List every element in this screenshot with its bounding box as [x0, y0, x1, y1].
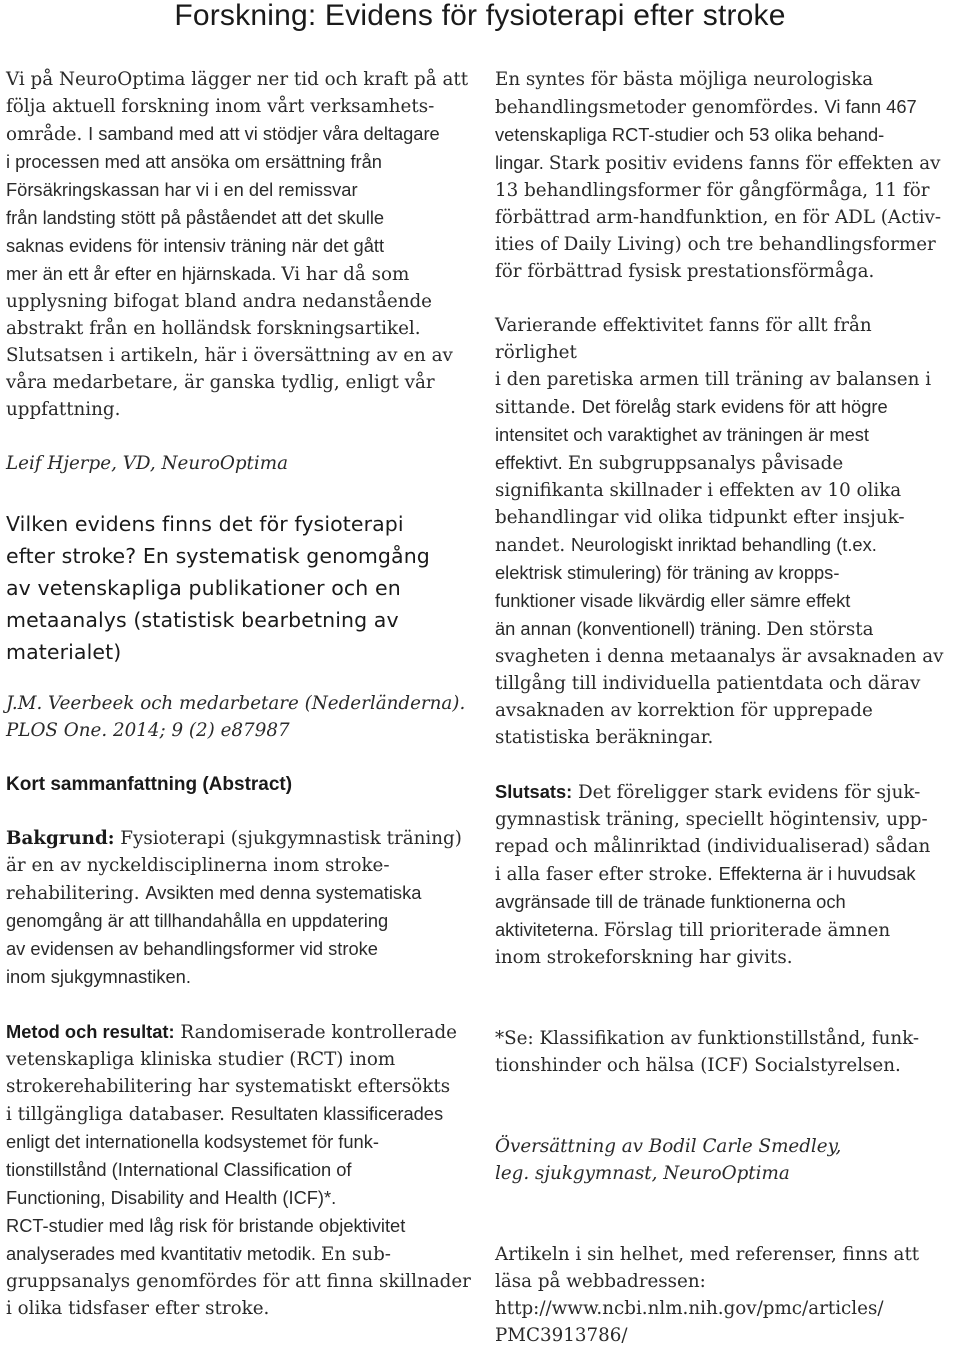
right-column: [495, 66, 957, 1349]
slutsats-paragraph: [495, 778, 957, 971]
abstract-title: Kort sammanfattning (Abstract): [6, 774, 293, 795]
article-heading-subtitle: En systematisk genomgång av vetenskapliga publikationer och en metaanalys (statistisk bearbetning av materialet): [6, 544, 430, 664]
bakgrund-text-a: Fysioterapi (sjukgymnastisk träning) är en av nyckeldisciplinerna inom stroke- rehabilitering.: [6, 828, 462, 904]
left-column: [6, 66, 472, 1322]
metod-text-b: Resultaten klassificerades enligt det internationella kodsystemet för funk- tionstillstånd (International Classification of Functioning, Disability and Health (ICF)*. RCT-studier med låg risk för bristande objektivitet analyserades med kvantitativ metodik.: [6, 1103, 444, 1264]
synthesis-text-c: Stark positiv evidens fanns för effekten av 13 behandlingsformer för gångförmåga, 11 för förbättrad arm-handfunktion, en för ADL (Activ- ities of Daily Living) och tre behandlingsformer för förbättrad fysisk prestationsförmåga.: [495, 153, 942, 282]
article-url[interactable]: http://www.ncbi.nlm.nih.gov/pmc/articles/ PMC3913786/: [495, 1298, 884, 1346]
metod-paragraph: [6, 1018, 472, 1322]
synthesis-text-a: En syntes för bästa möjliga neurologiska behandlingsmetoder genomfördes.: [495, 69, 874, 118]
footnote: *Se: Klassifikation av funktionstillstånd, funk- tionshinder och hälsa (ICF) Socialstyrelsen.: [495, 1028, 920, 1076]
effectiveness-text-c: En subgruppsanalys påvisade signifikanta skillnader i effekten av 10 olika behandlingar vid olika tidpunkt efter insjuk- nandet.: [495, 453, 905, 556]
metod-text-a: Randomiserade kontrollerade vetenskapliga kliniska studier (RCT) inom strokerehabilitering har systematiskt eftersökts i tillgängliga databaser.: [6, 1022, 457, 1125]
slutsats-text-c: Förslag till prioriterade ämnen inom strokeforskning har givits.: [495, 920, 891, 968]
synthesis-paragraph: [495, 66, 957, 285]
intro-text-c: Vi har då som upplysning bifogat bland andra nedanstående abstrakt från en holländsk forskningsartikel. Slutsatsen i artikeln, här i översättning av en av våra medarbetare, är ganska tydlig, enligt vår uppfattning.: [6, 264, 453, 420]
effectiveness-text-a: Varierande effektivitet fanns för allt från rörlighet i den paretiska armen till träning av balansen i sittande.: [495, 315, 932, 418]
effectiveness-text-b: Det förelåg stark evidens för att högre intensitet och varaktighet av träningen är mest effektivt.: [495, 396, 888, 473]
bakgrund-text-b: Avsikten med denna systematiska genomgång är att tillhandahålla en uppdatering av evidensen av behandlingsformer vid stroke inom sjukgymnastiken.: [6, 882, 422, 987]
effectiveness-paragraph: [495, 312, 957, 751]
slutsats-text-a: Det föreligger stark evidens för sjuk- gymnastisk träning, speciellt högintensiv, upp- repad och målinriktad (individualiserad) sådan i alla faser efter stroke.: [495, 782, 931, 885]
article-heading-question: Vilken evidens finns det för fysioterapi efter stroke?: [6, 512, 404, 568]
signature: Leif Hjerpe, VD, NeuroOptima: [6, 453, 288, 474]
intro-text-b: I samband med att vi stödjer våra deltagare i processen med att ansöka om ersättning från Försäkringskassan har vi i en del remissvar från landsting stött på påståendet att det skulle saknas evidens för intensiv träning när det gått mer än ett år efter en hjärnskada.: [6, 123, 440, 284]
intro-text-a: Vi på NeuroOptima lägger ner tid och kraft på att följa aktuell forskning inom vårt verksamhets- område.: [6, 69, 469, 145]
effectiveness-text-d: Neurologiskt inriktad behandling (t.ex. elektrisk stimulering) för träning av kropps- funktioner visade likvärdig eller sämre effekt än annan (konventionell) träning.: [495, 534, 877, 639]
metod-label: Metod och resultat:: [6, 1021, 175, 1042]
bakgrund-paragraph: [6, 825, 472, 991]
translator-credit: Översättning av Bodil Carle Smedley, leg. sjukgymnast, NeuroOptima: [495, 1136, 842, 1184]
citation: J.M. Veerbeek och medarbetare (Nederländerna). PLOS One. 2014; 9 (2) e87987: [6, 693, 466, 741]
synthesis-text-b: Vi fann 467 vetenskapliga RCT-studier och 53 olika behand- lingar.: [495, 96, 917, 173]
article-heading: [6, 508, 472, 668]
slutsats-text-b: Effekterna är i huvudsak avgränsade till de tränade funktionerna och aktiviteterna.: [495, 863, 916, 940]
link-intro: Artikeln i sin helhet, med referenser, finns att läsa på webbadressen:: [495, 1244, 920, 1292]
effectiveness-text-e: Den största svagheten i denna metaanalys är avsaknaden av tillgång till individuella patientdata och därav avsaknaden av korrektion för upprepade statistiska beräkningar.: [495, 619, 944, 748]
bakgrund-label: Bakgrund:: [6, 828, 115, 849]
metod-text-c: En sub- gruppsanalys genomfördes för att finna skillnader i olika tidsfaser efter stroke.: [6, 1244, 471, 1319]
intro-paragraph: [6, 66, 472, 423]
slutsats-label: Slutsats:: [495, 781, 573, 802]
page-title: Forskning: Evidens för fysioterapi efter stroke: [174, 0, 786, 32]
